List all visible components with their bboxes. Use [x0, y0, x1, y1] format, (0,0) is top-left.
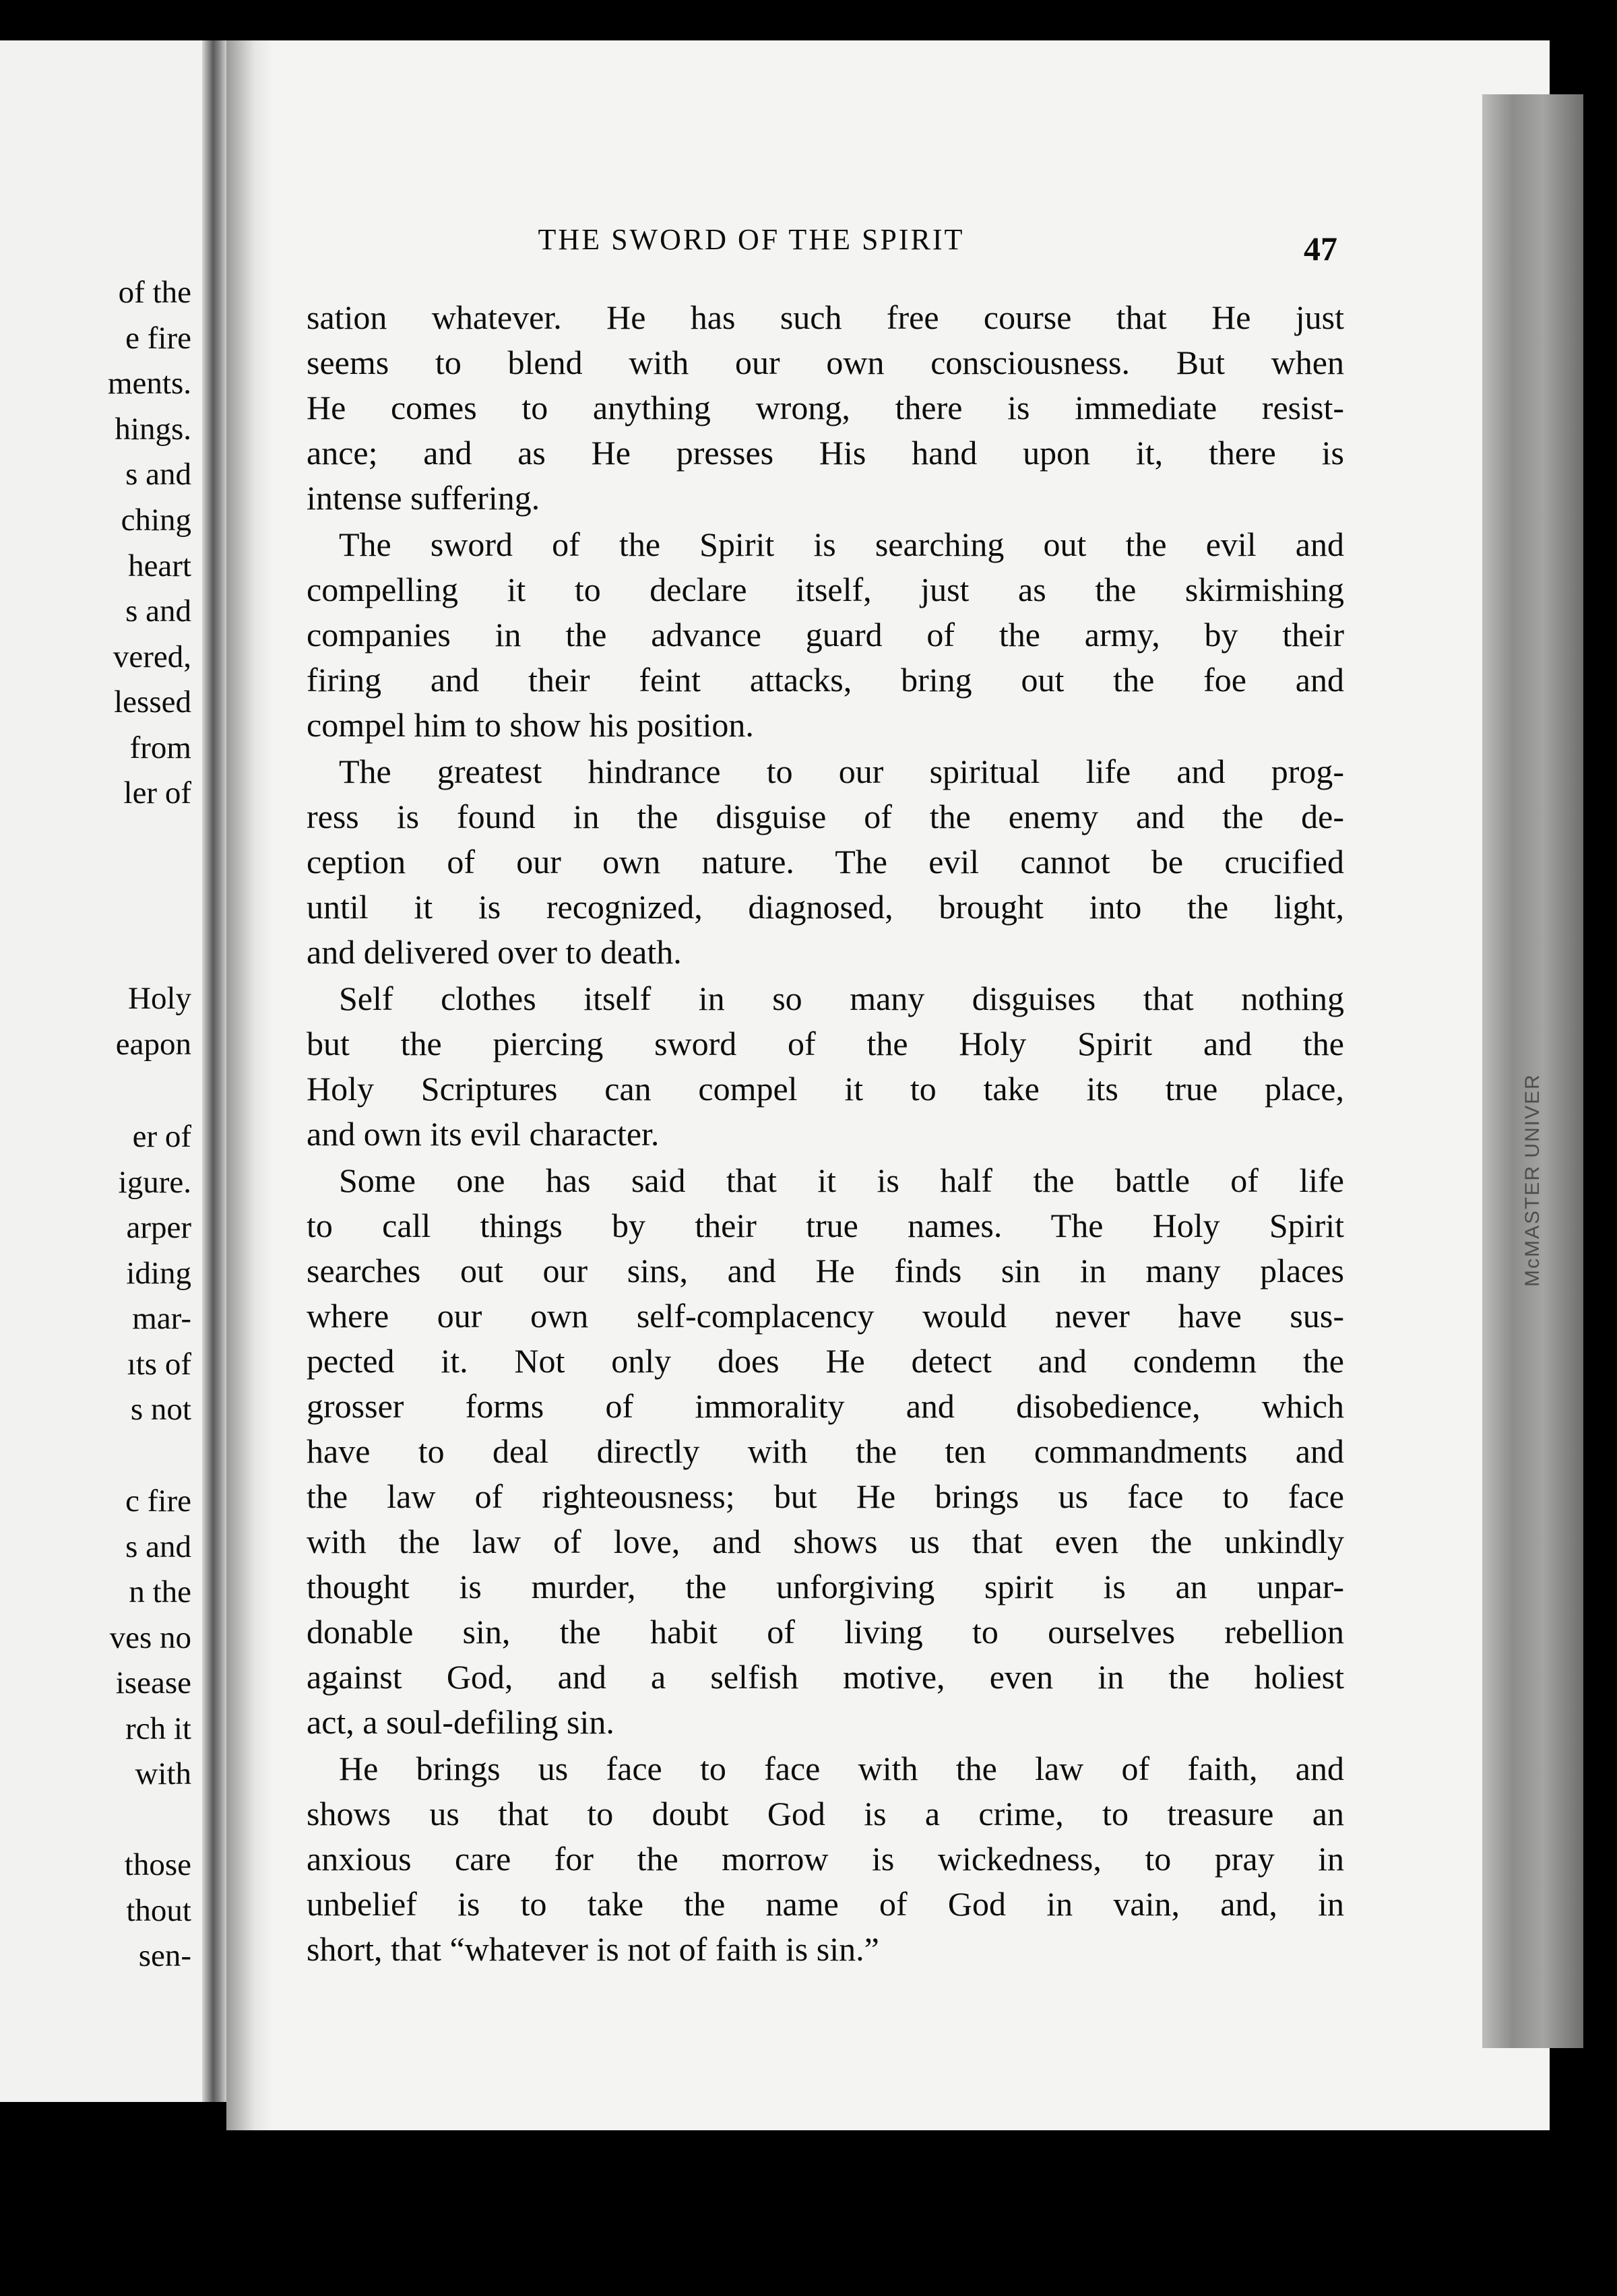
- paragraph: [307, 1746, 1344, 1972]
- library-stamp: McMASTER UNIVER: [1521, 1073, 1544, 1287]
- text-line: anxious care for the morrow is wickedness, to pray in: [307, 1840, 1344, 1878]
- book-gutter: [202, 40, 226, 2102]
- running-head: THE SWORD OF THE SPIRIT: [538, 223, 965, 256]
- text-line: ress is found in the disguise of the enemy and the de-: [307, 798, 1344, 835]
- left-page-line: thout: [126, 1893, 191, 1928]
- text-line: companies in the advance guard of the army, by their: [307, 616, 1344, 653]
- text-line: The greatest hindrance to our spiritual life and prog-: [339, 753, 1344, 790]
- left-page: [0, 40, 214, 2102]
- text-line: short, that “whatever is not of faith is sin.”: [307, 1930, 879, 1968]
- paragraph: [307, 522, 1344, 748]
- paragraph: [307, 295, 1344, 521]
- text-line: donable sin, the habit of living to ourselves rebellion: [307, 1613, 1344, 1651]
- text-line: He brings us face to face with the law of faith, and: [339, 1750, 1344, 1787]
- text-line: until it is recognized, diagnosed, brought into the light,: [307, 888, 1344, 926]
- paragraph: [307, 1158, 1344, 1745]
- left-page-line: with: [135, 1756, 191, 1791]
- text-line: Self clothes itself in so many disguises that nothing: [339, 980, 1344, 1017]
- left-page-line: ching: [121, 503, 191, 538]
- text-line: against God, and a selfish motive, even in the holiest: [307, 1658, 1344, 1696]
- text-line: but the piercing sword of the Holy Spirit and the: [307, 1025, 1344, 1062]
- left-page-line: c fire: [125, 1484, 191, 1519]
- text-line: firing and their feint attacks, bring out the foe and: [307, 661, 1344, 699]
- left-page-line: s not: [130, 1392, 191, 1427]
- left-page-line: heart: [128, 548, 191, 583]
- left-page-line: iding: [126, 1256, 191, 1291]
- text-line: compel him to show his position.: [307, 706, 754, 744]
- left-page-line: er of: [132, 1119, 191, 1154]
- text-line: ance; and as He presses His hand upon it, there is: [307, 434, 1344, 472]
- text-line: shows us that to doubt God is a crime, to treasure an: [307, 1795, 1344, 1832]
- left-page-line: s and: [125, 1529, 191, 1564]
- text-line: He comes to anything wrong, there is immediate resist-: [307, 389, 1344, 426]
- left-page-line: n the: [129, 1574, 191, 1609]
- left-page-line: igure.: [118, 1165, 191, 1200]
- left-page-line: vered,: [113, 639, 191, 674]
- left-page-line: ler of: [123, 775, 191, 810]
- left-page-line: those: [124, 1847, 191, 1882]
- text-line: Some one has said that it is half the battle of life: [339, 1161, 1344, 1199]
- left-page-line: e fire: [125, 321, 191, 356]
- left-page-line: hings.: [115, 412, 191, 447]
- left-page-line: rch it: [125, 1711, 191, 1746]
- text-line: where our own self-complacency would never have sus-: [307, 1297, 1344, 1335]
- left-page-line: s and: [125, 457, 191, 492]
- paragraph: [307, 749, 1344, 975]
- text-line: intense suffering.: [307, 479, 540, 517]
- text-line: and delivered over to death.: [307, 933, 682, 971]
- body-text: [307, 295, 1344, 1973]
- paragraph: [307, 976, 1344, 1157]
- left-page-line: eapon: [115, 1027, 191, 1062]
- left-page-line: sen-: [138, 1938, 191, 1973]
- gutter-shadow: [226, 40, 274, 2130]
- left-page-line: ments.: [107, 366, 191, 401]
- text-line: Holy Scriptures can compel it to take its true place,: [307, 1070, 1344, 1108]
- left-page-line: of the: [118, 275, 191, 310]
- text-line: the law of righteousness; but He brings us face to face: [307, 1477, 1344, 1515]
- text-line: unbelief is to take the name of God in vain, and, in: [307, 1885, 1344, 1923]
- left-page-line: lessed: [114, 684, 191, 720]
- text-line: act, a soul-defiling sin.: [307, 1703, 614, 1741]
- text-line: sation whatever. He has such free course that He just: [307, 298, 1344, 336]
- text-line: to call things by their true names. The Holy Spirit: [307, 1207, 1344, 1244]
- left-page-line: s and: [125, 594, 191, 629]
- text-line: thought is murder, the unforgiving spirit is an unpar-: [307, 1568, 1344, 1605]
- text-line: with the law of love, and shows us that even the unkindly: [307, 1523, 1344, 1560]
- left-page-line: from: [129, 730, 191, 765]
- text-line: seems to blend with our own consciousness. But when: [307, 344, 1344, 381]
- left-page-line: ves no: [109, 1620, 191, 1655]
- text-line: compelling it to declare itself, just as the skirmishing: [307, 571, 1344, 608]
- left-page-line: ıts of: [127, 1347, 191, 1382]
- text-line: grosser forms of immorality and disobedience, which: [307, 1387, 1344, 1425]
- left-page-line: arper: [126, 1210, 191, 1245]
- left-page-line: mar-: [132, 1301, 191, 1336]
- text-line: pected it. Not only does He detect and condemn the: [307, 1342, 1344, 1380]
- text-line: and own its evil character.: [307, 1115, 660, 1153]
- left-page-line: Holy: [128, 981, 191, 1016]
- page-number: 47: [1304, 230, 1337, 267]
- left-page-line: isease: [115, 1665, 191, 1700]
- text-line: ception of our own nature. The evil cannot be crucified: [307, 843, 1344, 881]
- text-line: The sword of the Spirit is searching out the evil and: [339, 525, 1344, 563]
- text-line: searches out our sins, and He finds sin in many places: [307, 1252, 1344, 1289]
- text-line: have to deal directly with the ten commandments and: [307, 1432, 1344, 1470]
